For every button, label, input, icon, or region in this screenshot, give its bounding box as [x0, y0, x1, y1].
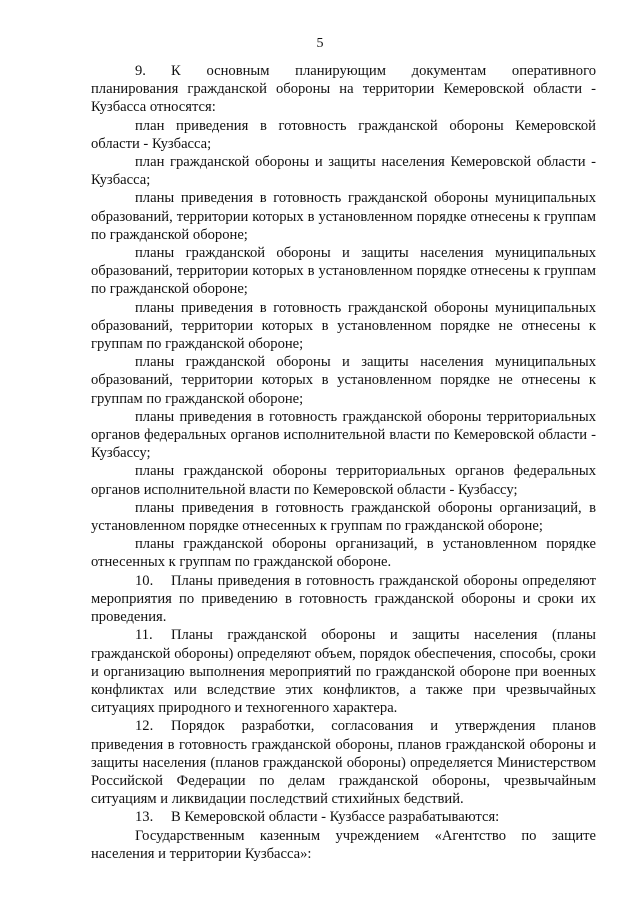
paragraph-text: планы приведения в готовность гражданской обороны территориальных органов федеральных органов исполнительной власти по Кемеровской области - Кузбассу; — [91, 408, 596, 462]
paragraph-text: планы приведения в готовность гражданской обороны муниципальных образований, территории которых в установленном порядке не отнесены к группам по гражданской обороне; — [91, 299, 596, 353]
paragraph-text: Планы гражданской обороны и защиты населения (планы гражданской обороны) определяют объем, порядок обеспечения, способы, сроки и организацию выполнения мероприятий по гражданской обороне при военных конфликтах или вследствие этих конфликтов, а также при чрезвычайных ситуациях природного и техногенного характера. — [91, 627, 596, 717]
document-body — [91, 62, 596, 863]
paragraph — [91, 827, 596, 863]
paragraph-text: планы гражданской обороны территориальных органов федеральных органов исполнительной власти по Кемеровской области - Кузбассу; — [91, 463, 596, 498]
paragraph-number: 12. — [135, 718, 154, 735]
paragraph-number: 13. — [135, 809, 154, 826]
paragraph — [91, 626, 596, 717]
page-number: 5 — [316, 36, 324, 51]
paragraph-number: 11. — [135, 627, 153, 644]
paragraph-number: 9. — [135, 63, 146, 79]
paragraph — [91, 353, 596, 408]
paragraph-text: В Кемеровской области - Кузбассе разрабатываются: — [171, 809, 500, 826]
paragraph — [91, 808, 596, 826]
paragraph-text: планы гражданской обороны организаций, в установленном порядке отнесенных к группам по гражданской обороне. — [91, 536, 596, 571]
paragraph-text: план приведения в готовность гражданской обороны Кемеровской области - Кузбасса; — [91, 117, 596, 152]
paragraph — [91, 189, 596, 244]
paragraph-text: К основным планирующим документам оперативного планирования гражданской обороны на территории Кемеровской области - Кузбасса относятся: — [91, 63, 596, 116]
paragraph — [91, 572, 596, 627]
paragraph-text: план гражданской обороны и защиты населения Кемеровской области - Кузбасса; — [91, 154, 596, 189]
paragraph — [91, 244, 596, 299]
paragraph-text: Порядок разработки, согласования и утверждения планов приведения в готовность гражданской обороны, планов гражданской обороны и защиты населения (планов гражданской обороны) определяется Министерством Российской Федерации по делам гражданской обороны, чрезвычайным ситуациям и ликвидации последствий стихийных бедствий. — [91, 718, 596, 808]
paragraph — [91, 299, 596, 354]
paragraph — [91, 153, 596, 189]
paragraph-number: 10. — [135, 572, 154, 589]
paragraph-text: планы приведения в готовность гражданской обороны организаций, в установленном порядке отнесенных к группам по гражданской обороне; — [91, 499, 596, 535]
paragraph — [91, 117, 596, 153]
paragraph — [91, 535, 596, 571]
paragraph-text: Планы приведения в готовность гражданской обороны определяют мероприятия по приведению в готовность гражданской обороны и сроки их проведения. — [91, 572, 596, 626]
paragraph — [91, 408, 596, 463]
paragraph — [91, 462, 596, 498]
paragraph — [91, 717, 596, 808]
paragraph — [91, 62, 596, 117]
paragraph-text: планы гражданской обороны и защиты населения муниципальных образований, территории которых в установленном порядке отнесены к группам по гражданской обороне; — [91, 245, 596, 298]
paragraph-text: Государственным казенным учреждением «Агентство по защите населения и территории Кузбасса»: — [91, 827, 596, 862]
paragraph-text: планы приведения в готовность гражданской обороны муниципальных образований, территории которых в установленном порядке отнесены к группам по гражданской обороне; — [91, 190, 596, 243]
paragraph-text: планы гражданской обороны и защиты населения муниципальных образований, территории которых в установленном порядке не отнесены к группам по гражданской обороне; — [91, 354, 596, 407]
paragraph — [91, 499, 596, 535]
